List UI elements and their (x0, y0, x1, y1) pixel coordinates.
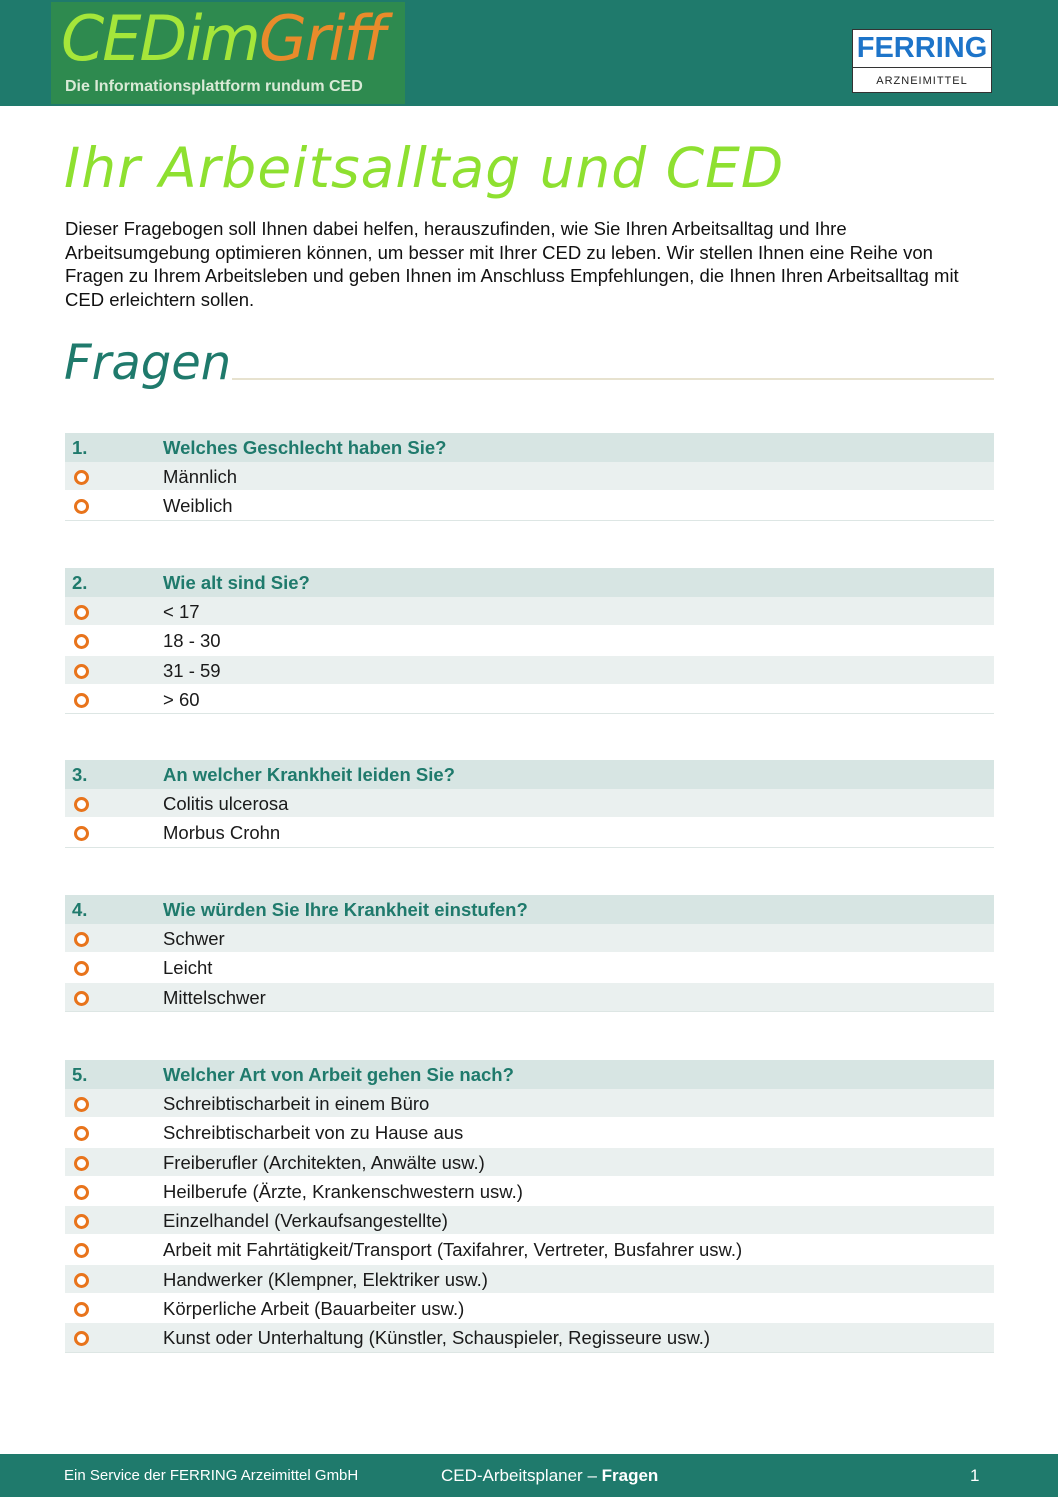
brand-name: FERRING (856, 32, 988, 64)
page-number: 1 (970, 1466, 980, 1485)
answer-option-label: Arbeit mit Fahrtätigkeit/Transport (Taxifahrer, Vertreter, Busfahrer usw.) (163, 1239, 743, 1261)
question-text: Welcher Art von Arbeit gehen Sie nach? (163, 1064, 514, 1085)
radio-button-icon[interactable] (74, 1214, 89, 1229)
answer-option-label: Schreibtischarbeit in einem Büro (163, 1093, 430, 1114)
answer-option[interactable] (65, 983, 994, 1012)
answer-option[interactable] (65, 818, 994, 847)
answer-option-label: 31 - 59 (163, 659, 221, 681)
question-text: Wie alt sind Sie? (163, 572, 310, 593)
question-block (65, 1060, 994, 1353)
question-number: 5. (72, 1064, 88, 1085)
radio-button-icon[interactable] (74, 634, 89, 649)
answer-option[interactable] (65, 1148, 994, 1177)
answer-option-label: > 60 (163, 688, 200, 710)
question-block (65, 760, 994, 848)
footer-doc-title (441, 1466, 658, 1486)
radio-button-icon[interactable] (74, 1331, 89, 1346)
question-number: 2. (72, 572, 88, 593)
answer-option-label: Morbus Crohn (163, 822, 281, 844)
section-divider (232, 378, 994, 380)
answer-option[interactable] (65, 462, 994, 491)
radio-button-icon[interactable] (74, 605, 89, 620)
answer-option[interactable] (65, 656, 994, 685)
radio-button-icon[interactable] (74, 499, 89, 514)
logo-part2: Griff (258, 2, 384, 75)
radio-button-icon[interactable] (74, 1273, 89, 1288)
page-title: Ihr Arbeitsalltag und CED (64, 136, 785, 200)
answer-option[interactable] (65, 685, 994, 714)
footer-service: Ein Service der FERRING Arzeimittel GmbH (64, 1467, 359, 1484)
answer-option-label: Kunst oder Unterhaltung (Künstler, Schauspieler, Regisseure usw.) (163, 1327, 711, 1349)
radio-button-icon[interactable] (74, 1126, 89, 1141)
brand-divider (853, 67, 991, 68)
answer-option[interactable] (65, 626, 994, 655)
answer-option-label: Handwerker (Klempner, Elektriker usw.) (163, 1268, 488, 1290)
radio-button-icon[interactable] (74, 826, 89, 841)
logo-tagline: Die Informationsplattform rundum CED (65, 78, 363, 95)
answer-option-label: 18 - 30 (163, 630, 221, 652)
answer-option[interactable] (65, 1294, 994, 1323)
answer-option[interactable] (65, 1118, 994, 1147)
page-footer (0, 1454, 1058, 1497)
answer-option[interactable] (65, 1177, 994, 1206)
answer-option[interactable] (65, 1089, 994, 1118)
footer-doc-section: Fragen (601, 1466, 659, 1485)
radio-button-icon[interactable] (74, 1097, 89, 1112)
radio-button-icon[interactable] (74, 693, 89, 708)
answer-option-label: Leicht (163, 957, 213, 979)
logo-wordmark (61, 2, 384, 75)
answer-option[interactable] (65, 1265, 994, 1294)
question-header (65, 568, 994, 597)
answer-option[interactable] (65, 491, 994, 520)
question-text: Welches Geschlecht haben Sie? (163, 437, 447, 458)
answer-option[interactable] (65, 1235, 994, 1264)
footer-doc-prefix: CED-Arbeitsplaner – (441, 1466, 602, 1485)
logo-part1: CEDim (61, 2, 259, 75)
answer-option-label: Körperliche Arbeit (Bauarbeiter usw.) (163, 1298, 465, 1320)
answer-option-label: Colitis ulcerosa (163, 793, 289, 814)
answer-option[interactable] (65, 1206, 994, 1235)
answer-option[interactable] (65, 789, 994, 818)
radio-button-icon[interactable] (74, 664, 89, 679)
answer-option[interactable] (65, 953, 994, 982)
answer-option-label: Männlich (163, 466, 238, 487)
radio-button-icon[interactable] (74, 470, 89, 485)
radio-button-icon[interactable] (74, 1243, 89, 1258)
radio-button-icon[interactable] (74, 1302, 89, 1317)
question-block (65, 895, 994, 1012)
cedimgriff-logo (51, 2, 405, 104)
answer-option-label: Einzelhandel (Verkaufsangestellte) (163, 1210, 448, 1232)
question-number: 1. (72, 437, 88, 458)
intro-text: Dieser Fragebogen soll Ihnen dabei helfen, herauszufinden, wie Sie Ihren Arbeitsalltag und Ihre Arbeitsumgebung optimieren können, um besser mit Ihrer CED zu leben. Wir stellen Ihnen eine Reihe von Fragen zu Ihrem Arbeitsleben und geben Ihnen im Anschluss Empfehlungen, die Ihnen Ihren Arbeitsalltag mit CED erleichtern sollen. (65, 218, 959, 310)
question-number: 4. (72, 899, 88, 920)
question-text: An welcher Krankheit leiden Sie? (163, 764, 455, 785)
answer-option[interactable] (65, 924, 994, 953)
section-heading: Fragen (64, 335, 232, 391)
answer-option-label: Mittelschwer (163, 986, 266, 1008)
radio-button-icon[interactable] (74, 961, 89, 976)
answer-option-label: < 17 (163, 601, 200, 622)
radio-button-icon[interactable] (74, 932, 89, 947)
answer-option[interactable] (65, 597, 994, 626)
question-header (65, 760, 994, 789)
answer-option[interactable] (65, 1323, 994, 1352)
question-number: 3. (72, 764, 88, 785)
question-text: Wie würden Sie Ihre Krankheit einstufen? (163, 899, 528, 920)
question-header (65, 433, 994, 462)
question-block (65, 568, 994, 714)
question-header (65, 1060, 994, 1089)
answer-option-label: Heilberufe (Ärzte, Krankenschwestern usw.) (163, 1180, 523, 1202)
page-header (0, 0, 1058, 106)
radio-button-icon[interactable] (74, 1156, 89, 1171)
radio-button-icon[interactable] (74, 797, 89, 812)
radio-button-icon[interactable] (74, 1185, 89, 1200)
question-header (65, 895, 994, 924)
answer-option-label: Freiberufler (Architekten, Anwälte usw.) (163, 1151, 485, 1173)
answer-option-label: Schwer (163, 928, 225, 949)
question-block (65, 433, 994, 521)
answer-option-label: Weiblich (163, 495, 233, 517)
brand-sub: ARZNEIMITTEL (876, 75, 968, 87)
answer-option-label: Schreibtischarbeit von zu Hause aus (163, 1122, 464, 1144)
radio-button-icon[interactable] (74, 991, 89, 1006)
ferring-logo (852, 29, 992, 93)
